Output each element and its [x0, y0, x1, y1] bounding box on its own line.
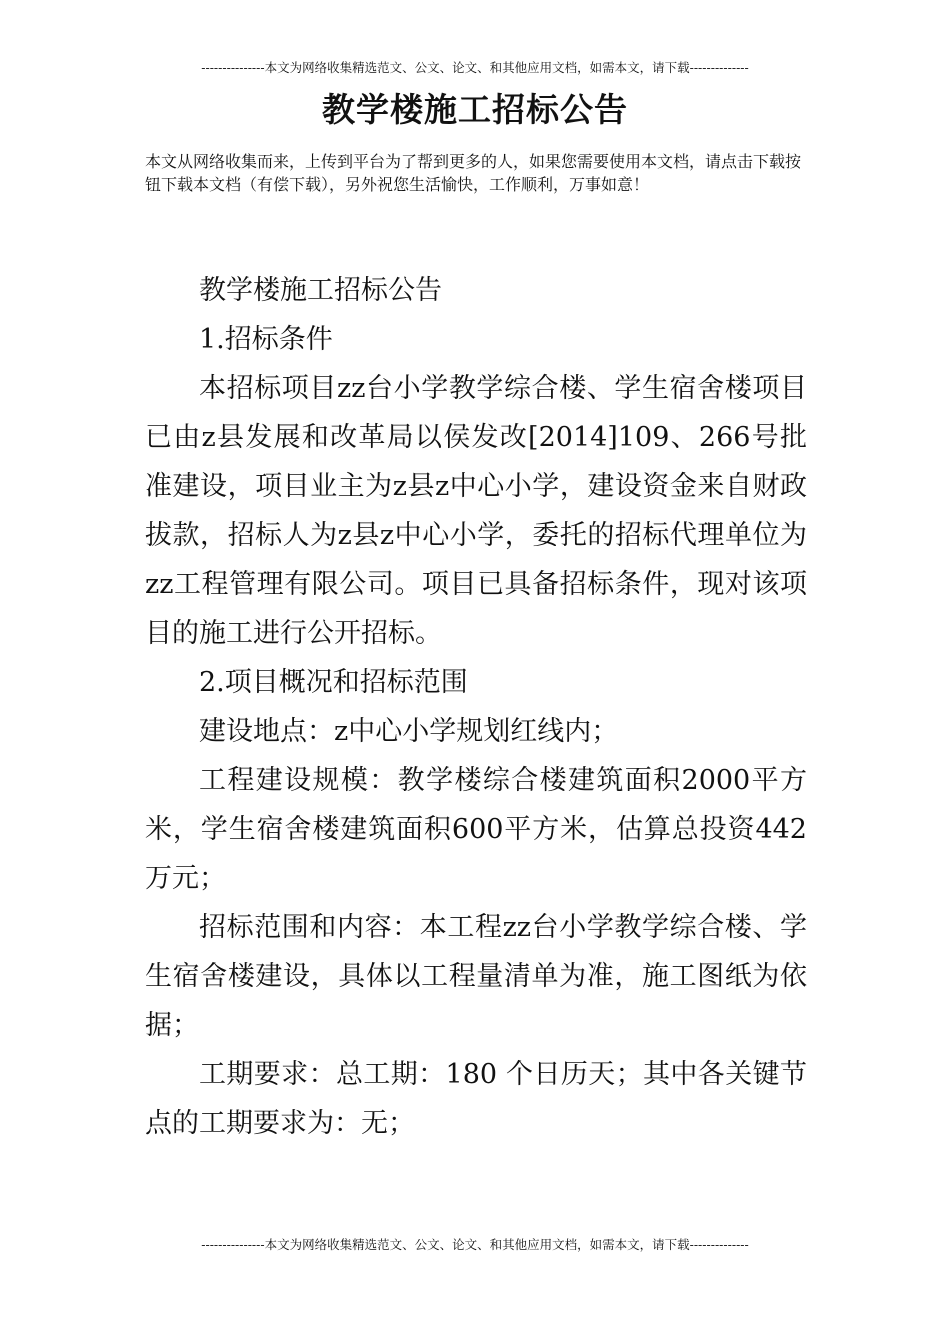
paragraph-schedule: 工期要求：总工期：180 个日历天；其中各关键节点的工期要求为：无； — [145, 1059, 807, 1139]
intro-note: 本文从网络收集而来，上传到平台为了帮到更多的人，如果您需要使用本文档，请点击下载按钮下载本文档（有偿下载），另外祝您生活愉快，工作顺利，万事如意！ — [145, 152, 802, 194]
document-title: 教学楼施工招标公告 — [322, 90, 628, 129]
paragraph-scale: 工程建设规模：教学楼综合楼建筑面积2000平方米，学生宿舍楼建筑面积600平方米，估算总投资442万元； — [145, 765, 807, 894]
paragraph-location: 建设地点：z中心小学规划红线内； — [199, 716, 619, 747]
paragraph-scope: 招标范围和内容：本工程zz台小学教学综合楼、学生宿舍楼建设，具体以工程量清单为准，施工图纸为依据； — [145, 912, 807, 1041]
paragraph-tender-conditions: 本招标项目zz台小学教学综合楼、学生宿舍楼项目已由z县发展和改革局以侯发改[2014]109、266号批准建设，项目业主为z县z中心小学，建设资金来自财政拔款，招标人为z县z中心小学，委托的招标代理单位为zz工程管理有限公司。项目已具备招标条件，现对该项目的施工进行公开招标。 — [145, 373, 807, 649]
body-heading: 教学楼施工招标公告 — [199, 275, 442, 306]
document-body — [145, 266, 807, 1148]
section-heading-project-overview: 2.项目概况和招标范围 — [199, 667, 468, 698]
header-banner: ---------------本文为网络收集精选范文、公文、论文、和其他应用文档，如需本文，请下载-------------- — [201, 60, 749, 75]
section-heading-tender-conditions: 1.招标条件 — [199, 324, 333, 355]
footer-banner: ---------------本文为网络收集精选范文、公文、论文、和其他应用文档，如需本文，请下载-------------- — [201, 1237, 749, 1252]
